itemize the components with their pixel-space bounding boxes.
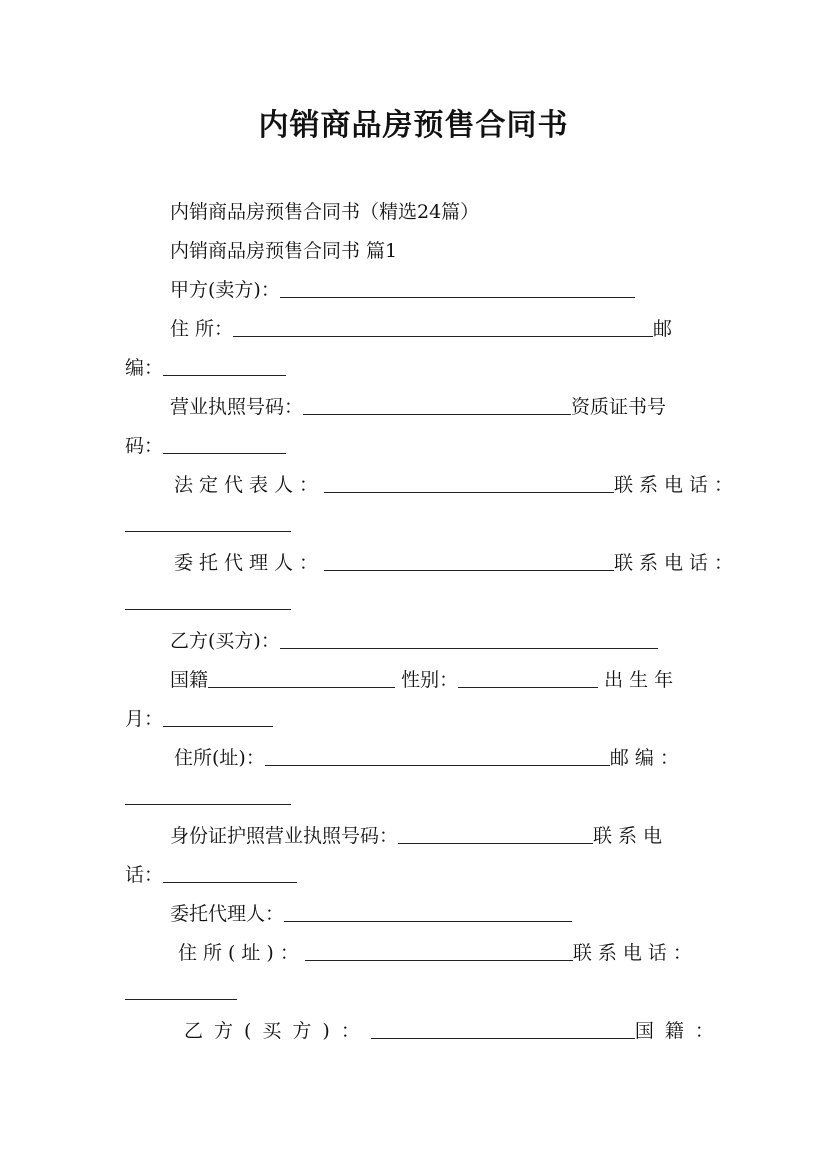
line-id bbox=[170, 823, 668, 849]
blank-agent-1 bbox=[324, 552, 614, 571]
line-phone-2 bbox=[125, 589, 291, 615]
blank-nationality bbox=[208, 669, 395, 688]
line-license bbox=[170, 394, 666, 420]
line-nationality bbox=[170, 667, 679, 693]
label-license: 营业执照号码： bbox=[170, 396, 304, 418]
line-seller bbox=[170, 277, 635, 303]
label-postcode-end: 编： bbox=[125, 357, 164, 379]
blank-buyer-address bbox=[265, 747, 610, 766]
label-phone-2: 联系电话： bbox=[614, 552, 740, 574]
line-seller-postcode bbox=[125, 355, 286, 381]
label-nationality: 国籍 bbox=[170, 669, 209, 691]
blank-gender bbox=[458, 669, 598, 688]
blank-id bbox=[398, 825, 593, 844]
blank-buyer bbox=[280, 630, 658, 649]
line-buyer-2 bbox=[184, 1018, 725, 1044]
label-address: 住 所： bbox=[170, 318, 234, 340]
label-cert-start: 资质证书号 bbox=[571, 396, 667, 418]
line-phone-3 bbox=[125, 862, 297, 888]
label-seller: 甲方(卖方)： bbox=[170, 279, 280, 301]
label-buyer-postcode: 邮编： bbox=[609, 747, 685, 769]
line-birth bbox=[125, 706, 273, 732]
label-phone-4: 联系电话： bbox=[572, 942, 698, 964]
line-phone-4 bbox=[125, 979, 237, 1005]
label-phone-3-start: 联系电 bbox=[593, 825, 669, 847]
line-agent-1 bbox=[174, 550, 739, 576]
label-birth-end: 月： bbox=[125, 708, 164, 730]
blank-license bbox=[303, 396, 571, 415]
label-agent-2: 委托代理人： bbox=[170, 903, 285, 925]
blank-birth bbox=[163, 708, 273, 727]
blank-buyer-postcode bbox=[125, 786, 291, 805]
blank-seller bbox=[280, 279, 635, 298]
label-postcode-start: 邮 bbox=[653, 318, 673, 340]
line-agent-2 bbox=[170, 901, 572, 927]
blank-phone-2 bbox=[125, 591, 291, 610]
blank-phone-1 bbox=[125, 513, 291, 532]
blank-buyer-2 bbox=[371, 1020, 635, 1039]
line-section: 内销商品房预售合同书 篇1 bbox=[170, 240, 398, 262]
line-phone-1 bbox=[125, 511, 291, 537]
line-seller-address bbox=[170, 316, 672, 342]
blank-phone-4 bbox=[125, 981, 237, 1000]
blank-agent-2 bbox=[284, 903, 572, 922]
blank-phone-3 bbox=[163, 864, 297, 883]
line-cert bbox=[125, 433, 286, 459]
line-subtitle: 内销商品房预售合同书（精选24篇） bbox=[170, 201, 480, 223]
label-agent-address: 住所(址)： bbox=[178, 942, 305, 964]
line-buyer-address bbox=[174, 745, 685, 771]
blank-agent-address bbox=[305, 942, 573, 961]
line-legal-rep bbox=[174, 472, 739, 498]
blank-address bbox=[233, 318, 653, 337]
label-nationality-2: 国籍： bbox=[634, 1020, 725, 1042]
blank-postcode bbox=[163, 357, 286, 376]
label-buyer: 乙方(买方)： bbox=[170, 630, 280, 652]
label-legal-rep: 法定代表人： bbox=[174, 474, 325, 496]
label-cert-end: 码： bbox=[125, 435, 164, 457]
line-buyer bbox=[170, 628, 658, 654]
document-title: 内销商品房预售合同书 bbox=[258, 108, 569, 143]
label-gender: 性别： bbox=[401, 669, 459, 691]
line-buyer-postcode bbox=[125, 784, 291, 810]
label-id: 身份证护照营业执照号码： bbox=[170, 825, 399, 847]
line-agent-address bbox=[178, 940, 698, 966]
label-buyer-address: 住所(址)： bbox=[174, 747, 265, 769]
label-phone-1: 联系电话： bbox=[614, 474, 740, 496]
blank-cert bbox=[163, 435, 286, 454]
label-phone-3-end: 话： bbox=[125, 864, 164, 886]
label-birth-start: 出生年 bbox=[604, 669, 680, 691]
blank-legal-rep bbox=[324, 474, 614, 493]
label-buyer-2: 乙方(买方)： bbox=[184, 1020, 371, 1042]
label-agent-1: 委托代理人： bbox=[174, 552, 325, 574]
